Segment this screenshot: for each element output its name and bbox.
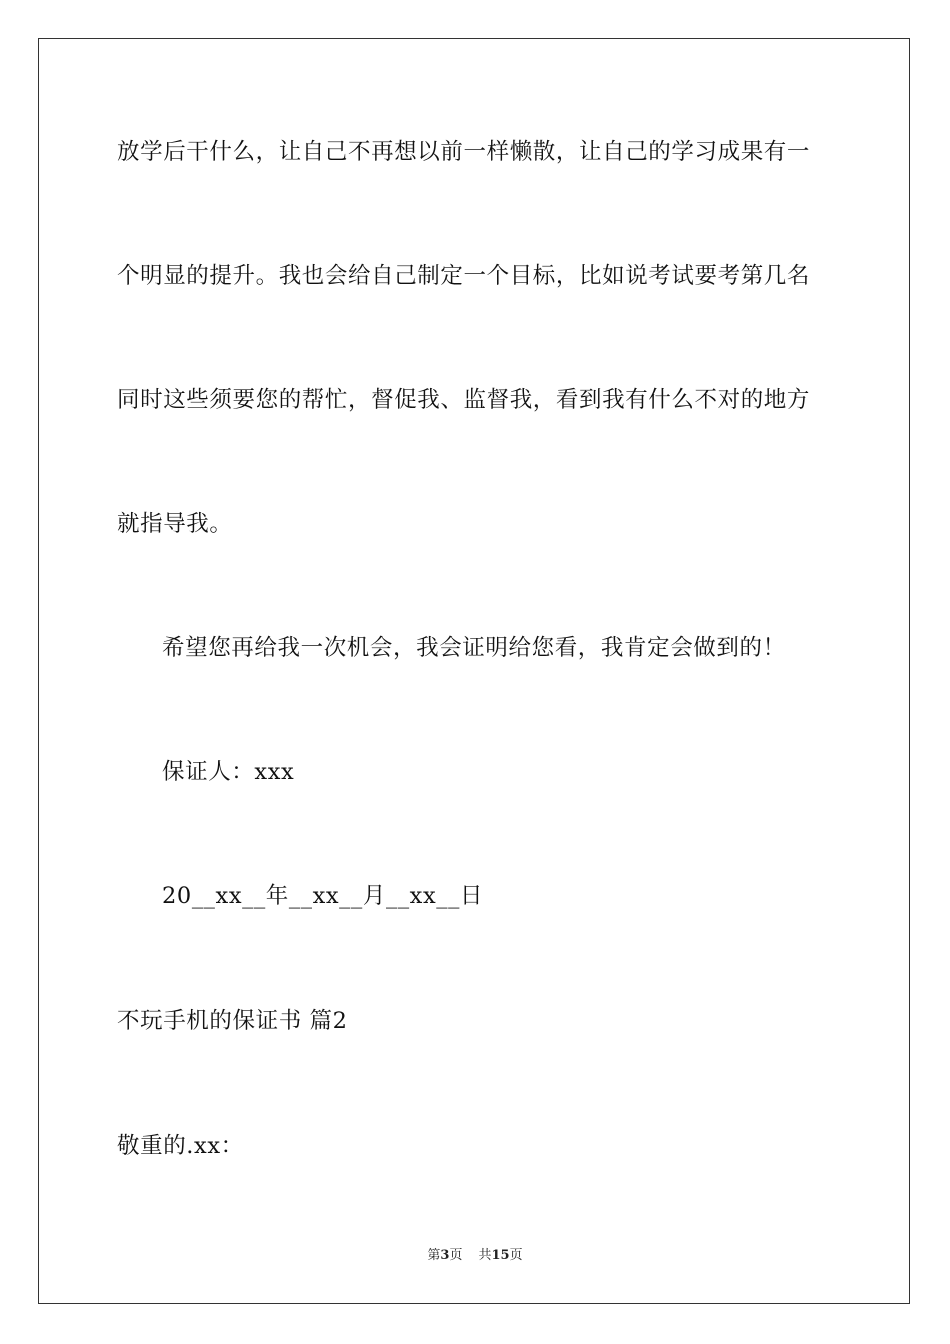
total-prefix: 共: [478, 1248, 492, 1263]
total-suffix: 页: [509, 1248, 523, 1263]
date-line: 20__xx__年__xx__月__xx__日: [162, 883, 484, 909]
total-pages: 15: [491, 1248, 510, 1263]
salutation-line: 敬重的.xx：: [117, 1133, 244, 1159]
body-text-line: 同时这些须要您的帮忙，督促我、监督我，看到我有什么不对的地方: [117, 387, 811, 413]
body-text-line: 个明显的提升。我也会给自己制定一个目标，比如说考试要考第几名: [117, 263, 811, 289]
section-heading: 不玩手机的保证书 篇2: [117, 1008, 348, 1034]
page-suffix: 页: [449, 1248, 463, 1263]
body-text-line: 放学后干什么，让自己不再想以前一样懒散，让自己的学习成果有一: [117, 139, 811, 165]
body-text-line: 就指导我。: [117, 511, 233, 537]
page-footer: [0, 1247, 950, 1265]
page-frame: [38, 38, 910, 1304]
page-number: 3: [440, 1248, 450, 1263]
page-prefix: 第: [427, 1248, 441, 1263]
guarantor-line: 保证人：xxx: [162, 759, 295, 785]
body-text-paragraph: 希望您再给我一次机会，我会证明给您看，我肯定会做到的！: [162, 635, 786, 661]
